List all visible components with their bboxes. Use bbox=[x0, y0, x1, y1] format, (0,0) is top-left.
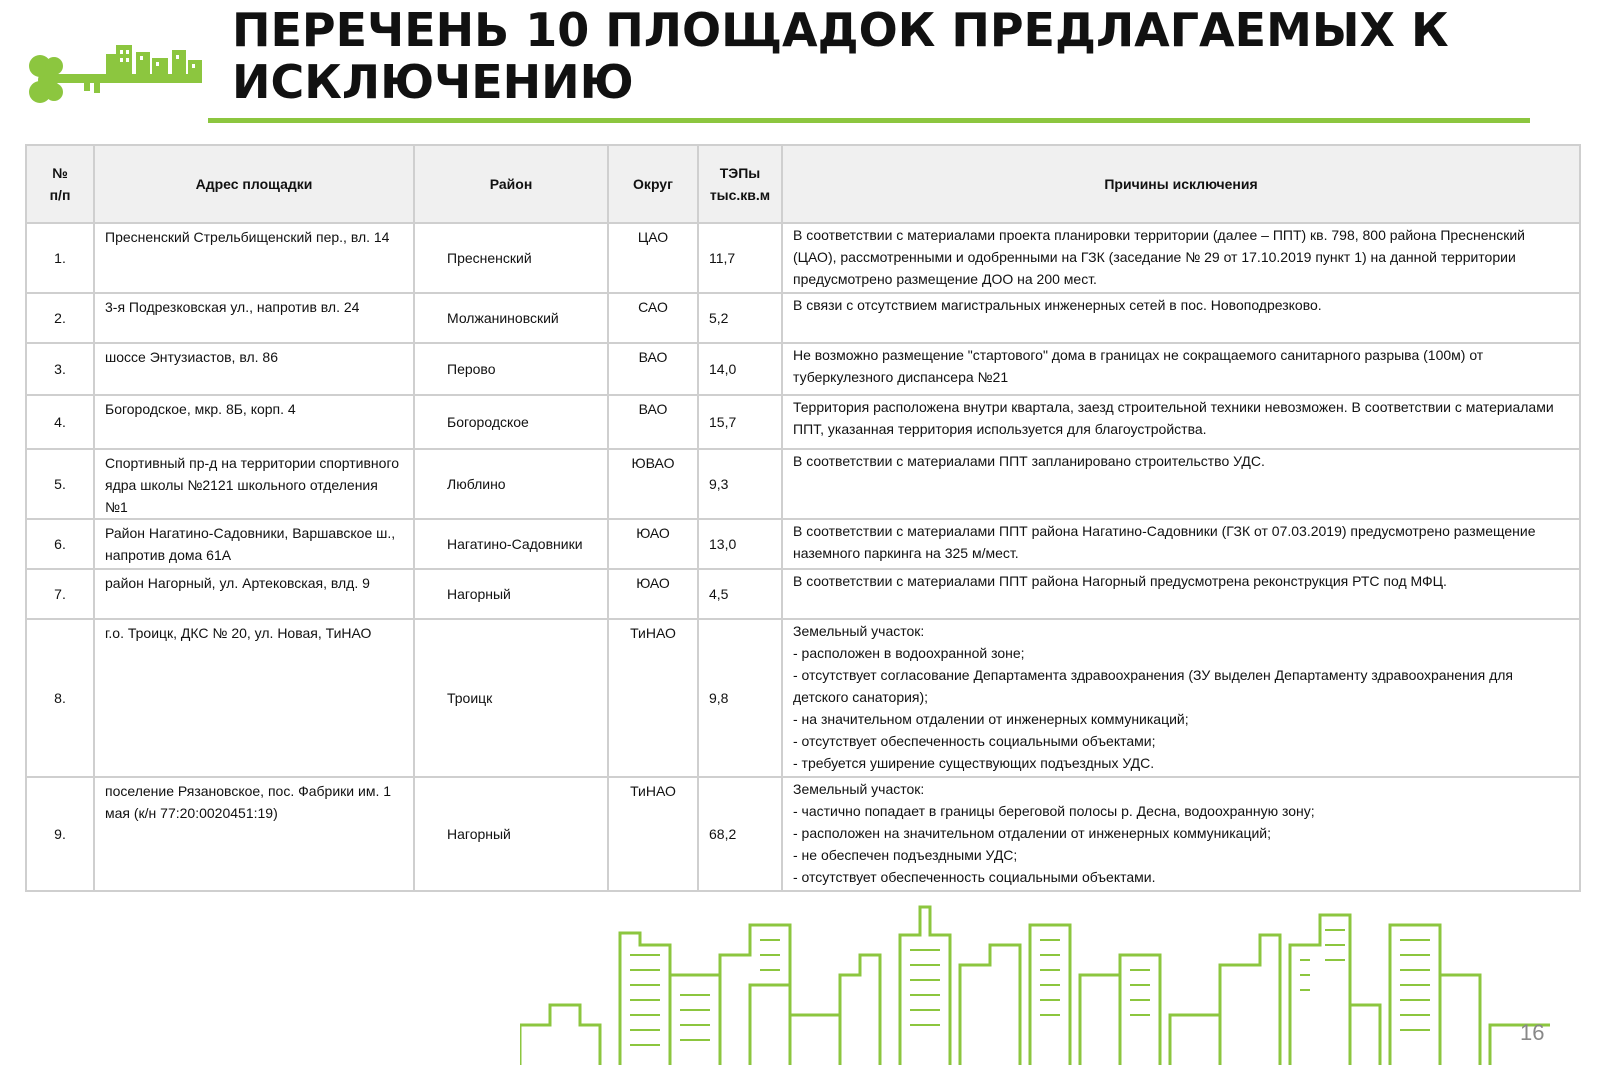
row-district: Нагорный bbox=[414, 569, 608, 619]
reason-line: В соответствии с материалами ППТ района Нагатино-Садовники (ГЗК от 07.03.2019) предусмотрено размещение наземного паркинга на 325 м/мест. bbox=[793, 523, 1536, 561]
row-okrug: ЮВАО bbox=[608, 449, 698, 519]
table-row bbox=[26, 777, 1580, 891]
column-header-number-line-1: № bbox=[52, 165, 68, 181]
column-header-number bbox=[26, 145, 94, 223]
row-address: Район Нагатино-Садовники, Варшавское ш., напротив дома 61А bbox=[94, 519, 414, 569]
table-row bbox=[26, 519, 1580, 569]
row-district: Нагатино-Садовники bbox=[414, 519, 608, 569]
column-header-tep-line-2: тыс.кв.м bbox=[709, 187, 771, 203]
reason-line: Территория расположена внутри квартала, заезд строительной техники невозможен. В соответствии с материалами ППТ, указанная территория используется для благоустройства. bbox=[793, 399, 1554, 437]
row-address: район Нагорный, ул. Артековская, влд. 9 bbox=[94, 569, 414, 619]
row-tep: 11,7 bbox=[698, 223, 782, 293]
column-header-district: Район bbox=[414, 145, 608, 223]
column-header-reasons: Причины исключения bbox=[782, 145, 1580, 223]
table-row bbox=[26, 395, 1580, 449]
reason-line: - расположен в водоохранной зоне; bbox=[793, 645, 1025, 661]
reason-line: - отсутствует обеспеченность социальными объектами; bbox=[793, 733, 1156, 749]
row-okrug: ТиНАО bbox=[608, 777, 698, 891]
row-tep: 9,3 bbox=[698, 449, 782, 519]
row-address: шоссе Энтузиастов, вл. 86 bbox=[94, 343, 414, 395]
row-address: г.о. Троицк, ДКС № 20, ул. Новая, ТиНАО bbox=[94, 619, 414, 777]
row-number: 2. bbox=[26, 293, 94, 343]
row-number: 8. bbox=[26, 619, 94, 777]
title-line-2: ИСКЛЮЧЕНИЮ bbox=[232, 55, 634, 109]
sites-table bbox=[25, 144, 1581, 892]
row-number: 5. bbox=[26, 449, 94, 519]
row-tep: 13,0 bbox=[698, 519, 782, 569]
row-number: 7. bbox=[26, 569, 94, 619]
row-reasons bbox=[782, 293, 1580, 343]
row-reasons bbox=[782, 619, 1580, 777]
row-okrug: ЦАО bbox=[608, 223, 698, 293]
column-header-okrug: Округ bbox=[608, 145, 698, 223]
table-header-row bbox=[26, 145, 1580, 223]
reason-line: Земельный участок: bbox=[793, 623, 925, 639]
table-row bbox=[26, 343, 1580, 395]
reason-line: Не возможно размещение "стартового" дома в границах не сокращаемого санитарного разрыва (100м) от туберкулезного диспансера №21 bbox=[793, 347, 1484, 385]
page-number: 16 bbox=[1520, 1020, 1545, 1045]
row-tep: 15,7 bbox=[698, 395, 782, 449]
row-address: 3-я Подрезковская ул., напротив вл. 24 bbox=[94, 293, 414, 343]
row-tep: 5,2 bbox=[698, 293, 782, 343]
row-tep: 9,8 bbox=[698, 619, 782, 777]
reason-line: В соответствии с материалами ППТ района Нагорный предусмотрена реконструкция РТС под МФЦ. bbox=[793, 573, 1447, 589]
row-number: 9. bbox=[26, 777, 94, 891]
column-header-number-line-2: п/п bbox=[49, 187, 71, 203]
reason-line: - требуется уширение существующих подъездных УДС. bbox=[793, 755, 1155, 771]
title-line-1: ПЕРЕЧЕНЬ 10 ПЛОЩАДОК ПРЕДЛАГАЕМЫХ К bbox=[232, 3, 1449, 57]
reason-line: - отсутствует согласование Департамента здравоохранения (ЗУ выделен Департаменту здравоохранения для детского санатория); bbox=[793, 667, 1514, 705]
row-district: Перово bbox=[414, 343, 608, 395]
row-reasons bbox=[782, 223, 1580, 293]
reason-line: В связи с отсутствием магистральных инженерных сетей в пос. Новоподрезково. bbox=[793, 297, 1322, 313]
row-district: Нагорный bbox=[414, 777, 608, 891]
city-skyline-icon bbox=[520, 905, 1550, 1065]
reason-line: В соответствии с материалами проекта планировки территории (далее – ППТ) кв. 798, 800 района Пресненский (ЦАО), рассмотренными и одобренными на ГЗК (заседание № 29 от 17.10.2019 пункт 1) на данной территории предусмотрено размещение ДОО на 200 мест. bbox=[793, 227, 1526, 287]
table-row bbox=[26, 619, 1580, 777]
row-district: Троицк bbox=[414, 619, 608, 777]
row-okrug: ЮАО bbox=[608, 569, 698, 619]
row-tep: 68,2 bbox=[698, 777, 782, 891]
row-reasons bbox=[782, 395, 1580, 449]
reason-line: - отсутствует обеспеченность социальными объектами. bbox=[793, 869, 1156, 885]
row-address: Спортивный пр-д на территории спортивного ядра школы №2121 школьного отделения №1 bbox=[94, 449, 414, 519]
column-header-tep-line-1: ТЭПы bbox=[719, 165, 761, 181]
table-row bbox=[26, 223, 1580, 293]
row-reasons bbox=[782, 449, 1580, 519]
reason-line: В соответствии с материалами ППТ запланировано строительство УДС. bbox=[793, 453, 1265, 469]
row-tep: 14,0 bbox=[698, 343, 782, 395]
reason-line: - не обеспечен подъездными УДС; bbox=[793, 847, 1018, 863]
row-district: Люблино bbox=[414, 449, 608, 519]
row-number: 1. bbox=[26, 223, 94, 293]
row-address: поселение Рязановское, пос. Фабрики им. 1 мая (к/н 77:20:0020451:19) bbox=[94, 777, 414, 891]
reason-line: - частично попадает в границы береговой полосы р. Десна, водоохранную зону; bbox=[793, 803, 1315, 819]
row-okrug: ВАО bbox=[608, 395, 698, 449]
row-district: Молжаниновский bbox=[414, 293, 608, 343]
row-reasons bbox=[782, 569, 1580, 619]
table-row bbox=[26, 293, 1580, 343]
row-number: 3. bbox=[26, 343, 94, 395]
column-header-tep bbox=[698, 145, 782, 223]
row-okrug: ЮАО bbox=[608, 519, 698, 569]
table-row bbox=[26, 569, 1580, 619]
row-district: Богородское bbox=[414, 395, 608, 449]
table-body bbox=[26, 223, 1580, 891]
key-city-logo-icon bbox=[24, 40, 202, 108]
row-tep: 4,5 bbox=[698, 569, 782, 619]
reason-line: - расположен на значительном отдалении от инженерных коммуникаций; bbox=[793, 825, 1271, 841]
row-address: Богородское, мкр. 8Б, корп. 4 bbox=[94, 395, 414, 449]
row-reasons bbox=[782, 519, 1580, 569]
table-row bbox=[26, 449, 1580, 519]
column-header-address: Адрес площадки bbox=[94, 145, 414, 223]
row-district: Пресненский bbox=[414, 223, 608, 293]
row-okrug: ВАО bbox=[608, 343, 698, 395]
title-underline bbox=[208, 118, 1530, 123]
row-address: Пресненский Стрельбищенский пер., вл. 14 bbox=[94, 223, 414, 293]
row-number: 4. bbox=[26, 395, 94, 449]
page-title bbox=[232, 4, 1562, 108]
row-okrug: САО bbox=[608, 293, 698, 343]
sites-table-container bbox=[25, 144, 1579, 892]
row-okrug: ТиНАО bbox=[608, 619, 698, 777]
row-reasons bbox=[782, 777, 1580, 891]
reason-line: - на значительном отдалении от инженерных коммуникаций; bbox=[793, 711, 1189, 727]
row-number: 6. bbox=[26, 519, 94, 569]
reason-line: Земельный участок: bbox=[793, 781, 925, 797]
row-reasons bbox=[782, 343, 1580, 395]
